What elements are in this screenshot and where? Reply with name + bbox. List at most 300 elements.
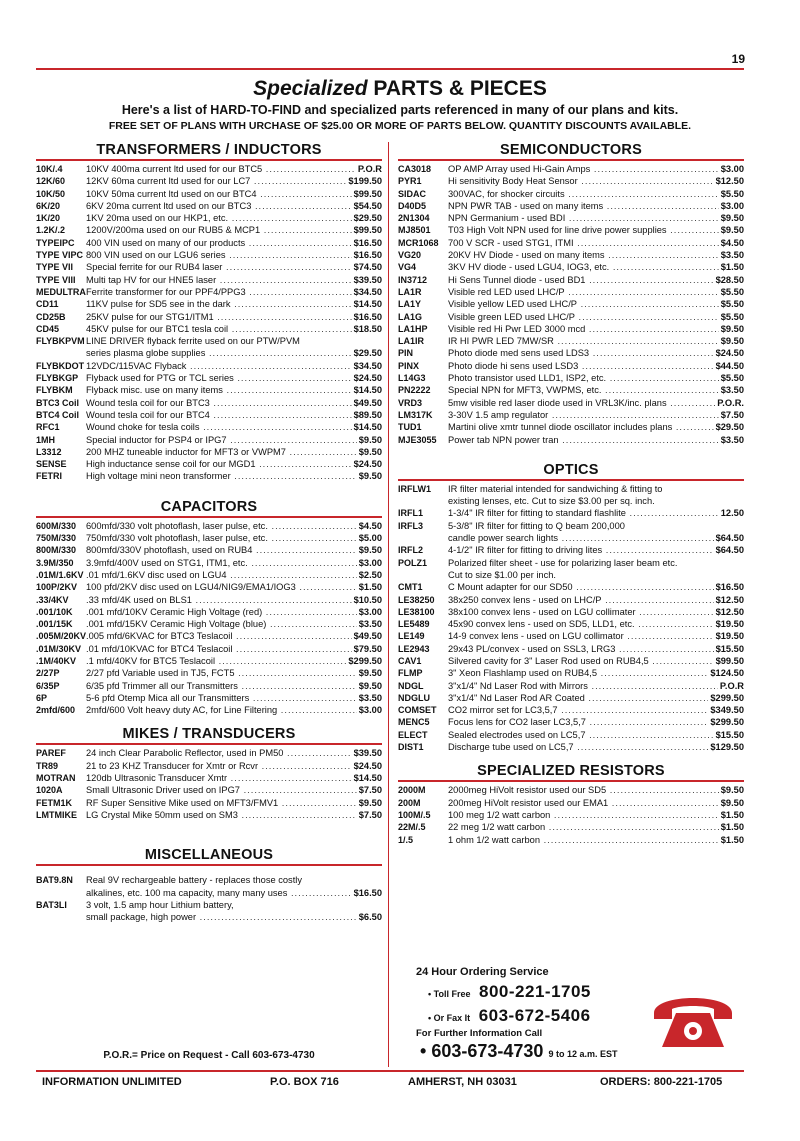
list-item xyxy=(398,434,744,446)
por-note: P.O.R.= Price on Request - Call 603-673-4730 xyxy=(103,1050,315,1061)
part-description: IR HI PWR LED 7MW/SR ..... xyxy=(448,335,719,347)
part-code: 2mfd/600 xyxy=(36,705,76,716)
optics-heading: OPTICS xyxy=(398,462,744,481)
part-code: CA3018 xyxy=(398,164,432,174)
part-description: 12KV 60ma current ltd used for our LC7 ..... xyxy=(86,175,346,187)
part-description: Martini olive xmtr tunnel diode oscillator includes plans ..... xyxy=(448,421,714,433)
list-item xyxy=(36,237,382,249)
list-item xyxy=(36,747,382,759)
part-price xyxy=(742,520,744,532)
part-code: CMT1 xyxy=(398,582,423,593)
optics-section xyxy=(398,462,744,754)
list-item xyxy=(36,409,382,421)
list-item xyxy=(36,384,382,396)
part-price: $14.50 xyxy=(353,422,382,433)
part-price: $24.50 xyxy=(353,459,382,470)
list-item xyxy=(398,569,744,581)
part-price: $29.50 xyxy=(353,348,382,359)
part-code xyxy=(398,532,448,544)
part-code: TYPEIPC xyxy=(36,237,75,248)
part-price: $3.00 xyxy=(720,164,744,174)
part-code: LA1Y xyxy=(398,299,422,310)
part-description: C Mount adapter for our SD50 ..... xyxy=(448,581,714,593)
part-price: $5.50 xyxy=(720,299,744,310)
capacitors-heading: CAPACITORS xyxy=(36,499,382,518)
part-description: .001 mfd/10KV Ceramic High Voltage (red) ..... xyxy=(86,606,357,618)
footer-company: INFORMATION UNLIMITED xyxy=(42,1076,182,1088)
part-description: Polarized filter sheet - use for polarizing laser beam etc. xyxy=(448,557,678,568)
part-price: $9.50 xyxy=(358,446,382,457)
part-code: PINX xyxy=(398,360,420,371)
part-code: 6K/20 xyxy=(36,200,61,211)
list-item xyxy=(398,335,744,347)
part-code: IRFL2 xyxy=(398,545,424,556)
part-description: Cut to size $1.00 per inch. xyxy=(448,569,557,580)
part-description: 2000meg HiVolt resistor used our SD5 ..... xyxy=(448,784,719,796)
part-price: $1.50 xyxy=(720,262,744,273)
part-code: 12K/60 xyxy=(36,176,66,187)
part-code: NDGL xyxy=(398,680,424,691)
part-description: 1KV 20ma used on our HKP1, etc. ..... xyxy=(86,212,352,224)
list-item xyxy=(36,581,382,593)
part-code: 1K/20 xyxy=(36,213,61,224)
part-price xyxy=(380,874,382,886)
part-code: 800M/330 xyxy=(36,545,77,556)
part-code: 1.2K/.2 xyxy=(36,225,66,236)
misc-section xyxy=(36,847,382,923)
part-price: P.O.R xyxy=(719,680,744,691)
part-description: Power tab NPN power tran ..... xyxy=(448,434,719,446)
part-description: 5-3/8" IR filter for fitting to Q beam 200,000 xyxy=(448,520,625,531)
part-code: LE2943 xyxy=(398,643,430,654)
part-description: LG Crystal Mike 50mm used on SM3 ..... xyxy=(86,809,357,821)
part-price: $28.50 xyxy=(715,274,744,285)
part-code: BTC3 Coil xyxy=(36,397,80,408)
list-item xyxy=(36,544,382,556)
part-code: TUD1 xyxy=(398,422,422,433)
part-code: RFC1 xyxy=(36,422,60,433)
call-line: • 603-673-4730 9 to 12 a.m. EST xyxy=(420,1041,618,1061)
part-code: LA1G xyxy=(398,311,423,322)
part-description: candle power search lights ..... xyxy=(448,532,714,544)
part-price: $19.50 xyxy=(715,631,744,642)
part-description: 3"x1/4" Nd Laser Rod AR Coated ..... xyxy=(448,692,708,704)
optics-list xyxy=(398,483,744,754)
part-description: 25KV pulse for our STG1/ITM1 ..... xyxy=(86,311,352,323)
part-description: small package, high power ..... xyxy=(86,911,357,923)
page-number: 19 xyxy=(731,52,745,66)
part-code: CD11 xyxy=(36,299,59,310)
toll-free-label: Toll Free xyxy=(433,989,471,999)
list-item xyxy=(36,887,382,899)
list-item xyxy=(398,274,744,286)
part-description: 20KV HV Diode - used on many items ..... xyxy=(448,249,719,261)
part-description: series plasma globe supplies ..... xyxy=(86,347,352,359)
fax-line: • Or Fax It 603-672-5406 xyxy=(428,1006,591,1025)
part-code: MJE3055 xyxy=(398,434,437,445)
list-item xyxy=(36,421,382,433)
list-item xyxy=(398,741,744,753)
part-description: T03 High Volt NPN used for line drive power supplies ..... xyxy=(448,224,719,236)
list-item xyxy=(36,667,382,679)
part-code: PAREF xyxy=(36,748,66,759)
semiconductors-section xyxy=(398,142,744,446)
list-item xyxy=(36,311,382,323)
part-description: 3KV HV diode - used LGU4, IOG3, etc. ..... xyxy=(448,261,719,273)
part-code: LE5489 xyxy=(398,619,430,630)
part-description: 700 V SCR - used STG1, ITMI ..... xyxy=(448,237,719,249)
part-description: 100 meg 1/2 watt carbon ..... xyxy=(448,809,719,821)
list-item xyxy=(36,911,382,923)
part-code: 2000M xyxy=(398,785,426,796)
part-price: $9.50 xyxy=(720,225,744,236)
part-description: 21 to 23 KHZ Transducer for Xmtr or Rcvr ..... xyxy=(86,760,352,772)
part-price: $16.50 xyxy=(715,582,744,593)
part-code: PIN xyxy=(398,348,414,359)
part-description: 300VAC, for shocker circuits ..... xyxy=(448,188,719,200)
part-price: $299.50 xyxy=(710,717,744,728)
list-item xyxy=(398,834,744,846)
part-description: alkalines, etc. 100 ma capacity, many many uses ..... xyxy=(86,887,352,899)
part-description: OP AMP Array used Hi-Gain Amps ..... xyxy=(448,163,719,175)
part-code: VRD3 xyxy=(398,397,423,408)
list-item xyxy=(398,544,744,556)
part-price: $44.50 xyxy=(715,360,744,371)
part-price: 12.50 xyxy=(720,508,744,519)
list-item xyxy=(398,372,744,384)
part-code: IRFL1 xyxy=(398,508,424,519)
part-code: 1MH xyxy=(36,434,56,445)
part-code: DIST1 xyxy=(398,742,424,753)
list-item xyxy=(36,809,382,821)
part-code: FETRI xyxy=(36,471,62,482)
resistors-section xyxy=(398,763,744,845)
part-description: 5mw visible red laser diode used in VRL3K/inc. plans ..... xyxy=(448,397,715,409)
fax-number[interactable]: 603-672-5406 xyxy=(478,1006,591,1025)
part-price: $34.50 xyxy=(353,360,382,371)
part-code xyxy=(36,887,86,899)
list-item xyxy=(398,224,744,236)
list-item xyxy=(398,594,744,606)
part-description: LINE DRIVER flyback ferrite used on our PTW/PVM xyxy=(86,336,300,347)
part-code: 2N1304 xyxy=(398,213,430,224)
part-code: FETM1K xyxy=(36,797,72,808)
left-column xyxy=(36,142,382,933)
list-item xyxy=(36,655,382,667)
part-code xyxy=(36,911,86,923)
list-item xyxy=(36,704,382,716)
part-price: $64.50 xyxy=(715,545,744,556)
part-price: $7.50 xyxy=(358,809,382,820)
part-description: Photo diode med sens used LDS3 ..... xyxy=(448,347,714,359)
part-code: FLYBKPVM xyxy=(36,336,85,347)
part-code: NDGLU xyxy=(398,692,430,703)
transformers-list xyxy=(36,163,382,483)
part-code: IN3712 xyxy=(398,274,428,285)
part-price: $5.50 xyxy=(720,286,744,297)
part-price: $16.50 xyxy=(353,237,382,248)
mikes-list xyxy=(36,747,382,821)
part-description: Silvered cavity for 3" Laser Rod used on RUB4,5 ..... xyxy=(448,655,714,667)
part-price xyxy=(380,899,382,911)
part-code: .1M/40KV xyxy=(36,655,77,666)
part-code: IRFLW1 xyxy=(398,483,431,494)
part-code: TYPE VIPC xyxy=(36,250,84,261)
list-item xyxy=(36,298,382,310)
part-price: $54.50 xyxy=(353,200,382,211)
part-price: $16.50 xyxy=(353,887,382,898)
part-code: 6P xyxy=(36,692,48,703)
part-code: FLYBKGP xyxy=(36,373,79,384)
part-description: 1 ohm 1/2 watt carbon ..... xyxy=(448,834,719,846)
part-price: $1.50 xyxy=(358,582,382,593)
part-description: High voltage mini neon transformer ..... xyxy=(86,470,357,482)
part-description: Wound tesla coil for our BTC3 ..... xyxy=(86,397,352,409)
call-hours: 9 to 12 a.m. EST xyxy=(548,1049,618,1059)
list-item xyxy=(36,630,382,642)
part-description: Ferrite transformer for our PPF4/PPG3 ..... xyxy=(86,286,352,298)
part-price: $9.50 xyxy=(358,545,382,556)
part-description: 14-9 convex lens - used on LGU collimator ..... xyxy=(448,630,714,642)
part-code: SIDAC xyxy=(398,188,427,199)
subtitle-offer: FREE SET OF PLANS WITH URCHASE OF $25.00 OR MORE OF PARTS BELOW. QUANTITY DISCOUNTS AVAILABLE. xyxy=(108,120,692,132)
part-code: ELECT xyxy=(398,729,428,740)
part-code: FLYBKM xyxy=(36,385,73,396)
list-item xyxy=(398,655,744,667)
list-item xyxy=(398,495,744,507)
list-item xyxy=(398,298,744,310)
call-number[interactable]: 603-673-4730 xyxy=(431,1041,544,1061)
part-price: P.O.R. xyxy=(717,397,744,408)
part-price xyxy=(380,335,382,347)
part-description: Real 9V rechargeable battery - replaces those costly xyxy=(86,875,303,886)
part-description: Visible yellow LED used LHC/P ..... xyxy=(448,298,719,310)
part-description: 11KV pulse for SD5 see in the dark ..... xyxy=(86,298,352,310)
part-description: Focus lens for CO2 laser LC3,5,7 ..... xyxy=(448,716,708,728)
part-code: VG20 xyxy=(398,250,422,261)
list-item xyxy=(36,397,382,409)
part-price: $4.50 xyxy=(720,237,744,248)
part-code: L14G3 xyxy=(398,373,426,384)
part-price: $5.00 xyxy=(358,533,382,544)
part-price: $12.50 xyxy=(715,606,744,617)
part-price: $3.50 xyxy=(720,434,744,445)
part-description: .001 mfd/15KV Ceramic High Voltage (blue) ..... xyxy=(86,618,357,630)
list-item xyxy=(36,372,382,384)
part-price: $79.50 xyxy=(353,643,382,654)
part-description: 38x250 convex lens - used on LHC/P ..... xyxy=(448,594,714,606)
part-price: $5.50 xyxy=(720,188,744,199)
part-price: $3.00 xyxy=(358,606,382,617)
part-price: $349.50 xyxy=(710,705,744,716)
transformers-section xyxy=(36,142,382,483)
part-code: 3.9M/350 xyxy=(36,557,74,568)
list-item xyxy=(36,680,382,692)
part-price: $24.50 xyxy=(715,348,744,359)
list-item xyxy=(398,163,744,175)
part-price: $18.50 xyxy=(353,323,382,334)
part-description: .005 mfd/6KVAC for BTC3 Teslacoil ..... xyxy=(86,630,352,642)
list-item xyxy=(398,667,744,679)
part-price: $15.50 xyxy=(715,729,744,740)
part-price: $9.50 xyxy=(720,336,744,347)
part-code: 6/35P xyxy=(36,680,60,691)
part-description: 120db Ultrasonic Transducer Xmtr ..... xyxy=(86,772,352,784)
part-price: $9.50 xyxy=(720,323,744,334)
column-divider xyxy=(388,142,389,1067)
part-price: $9.50 xyxy=(358,680,382,691)
semiconductors-list xyxy=(398,163,744,446)
part-description: NPN Germanium - used BDI ..... xyxy=(448,212,719,224)
list-item xyxy=(398,200,744,212)
list-item xyxy=(398,618,744,630)
list-item xyxy=(36,606,382,618)
part-description: Special ferrite for our RUB4 laser ..... xyxy=(86,261,352,273)
part-price: $3.00 xyxy=(358,705,382,716)
part-price: $7.50 xyxy=(358,785,382,796)
part-code: FLMP xyxy=(398,668,423,679)
part-code: MEDULTRA xyxy=(36,286,86,297)
list-item xyxy=(398,557,744,569)
part-code: VG4 xyxy=(398,262,417,273)
part-code: L3312 xyxy=(36,446,62,457)
part-description: 800mfd/330V photoflash, used on RUB4 ..... xyxy=(86,544,357,556)
part-description: 38x100 convex lens - used on LGU collimater ..... xyxy=(448,606,714,618)
part-price: $7.50 xyxy=(720,409,744,420)
footer-orders: ORDERS: 800-221-1705 xyxy=(600,1076,723,1088)
part-code: .33/4KV xyxy=(36,594,69,605)
list-item xyxy=(398,384,744,396)
list-item xyxy=(36,274,382,286)
list-item xyxy=(36,200,382,212)
misc-heading: MISCELLANEOUS xyxy=(36,847,382,866)
toll-free-number[interactable]: 800-221-1705 xyxy=(479,982,591,1001)
part-code: TYPE VII xyxy=(36,262,74,273)
part-code: BAT3LI xyxy=(36,899,67,910)
part-price: P.O.R xyxy=(357,164,382,174)
part-price: $74.50 xyxy=(353,262,382,273)
list-item xyxy=(398,692,744,704)
part-description: Hi Sens Tunnel diode - used BD1 ..... xyxy=(448,274,714,286)
part-price: $9.50 xyxy=(358,434,382,445)
part-code: CD25B xyxy=(36,311,66,322)
part-code: MCR1068 xyxy=(398,237,439,248)
part-code: 1020A xyxy=(36,785,63,796)
part-code: TYPE VIII xyxy=(36,274,76,285)
part-code: FLYBKDOT xyxy=(36,360,85,371)
resistors-list xyxy=(398,784,744,845)
list-item xyxy=(36,569,382,581)
part-code: .01M/1.6KV xyxy=(36,569,84,580)
part-price: $14.50 xyxy=(353,773,382,784)
part-code: 22M/.5 xyxy=(398,822,426,833)
part-description: 3.9mfd/400V used on STG1, ITM1, etc. ..... xyxy=(86,557,357,569)
part-code: LA1HP xyxy=(398,323,428,334)
part-description: Visible red Hi Pwr LED 3000 mcd ..... xyxy=(448,323,719,335)
part-price xyxy=(742,495,744,507)
list-item xyxy=(398,581,744,593)
part-price: $124.50 xyxy=(710,668,744,679)
list-item xyxy=(398,532,744,544)
list-item xyxy=(36,643,382,655)
part-description: 5-6 pfd Otemp Mica all our Transmitters ..... xyxy=(86,692,357,704)
part-price: $9.50 xyxy=(720,785,744,796)
part-code: LE149 xyxy=(398,631,425,642)
part-price: $2.50 xyxy=(358,569,382,580)
list-item xyxy=(36,692,382,704)
part-code: PN2222 xyxy=(398,385,431,396)
part-price: $10.50 xyxy=(353,594,382,605)
part-description: 100 pfd/2KV disc used on LGU4/NIG9/EMA1/IOG3 ..... xyxy=(86,581,357,593)
part-description: 4-1/2" IR filter for fitting to driving lites ..... xyxy=(448,544,714,556)
title-rest: PARTS & PIECES xyxy=(373,77,547,100)
list-item xyxy=(36,347,382,359)
part-description: Wound choke for tesla coils ..... xyxy=(86,421,352,433)
part-description: .33 mfd/4K used on BLS1 ..... xyxy=(86,594,352,606)
part-description: Hi sensitivity Body Heat Sensor ..... xyxy=(448,175,714,187)
part-price: $12.50 xyxy=(715,594,744,605)
part-price: $99.50 xyxy=(353,188,382,199)
part-description: 45KV pulse for our BTC1 tesla coil ..... xyxy=(86,323,352,335)
part-code xyxy=(398,495,448,507)
part-description: Discharge tube used on LC5,7 ..... xyxy=(448,741,708,753)
part-price: $99.50 xyxy=(353,225,382,236)
part-description: 6KV 20ma current ltd used on our BTC3 ..... xyxy=(86,200,352,212)
part-price: $3.00 xyxy=(358,557,382,568)
part-price xyxy=(742,569,744,581)
list-item xyxy=(36,335,382,347)
footer xyxy=(42,1076,742,1092)
list-item xyxy=(36,323,382,335)
part-price: $64.50 xyxy=(715,533,744,544)
part-description: 600mfd/330 volt photoflash, laser pulse, etc. ..... xyxy=(86,520,357,532)
part-price: $129.50 xyxy=(710,742,744,753)
part-description: Sealed electrodes used on LC5,7 ..... xyxy=(448,729,714,741)
part-price: $49.50 xyxy=(353,631,382,642)
part-description: 750mfd/330 volt photoflash, laser pulse, etc. ..... xyxy=(86,532,357,544)
part-description: Special inductor for PSP4 or IPG7 ..... xyxy=(86,434,357,446)
list-item xyxy=(398,397,744,409)
footer-city: AMHERST, NH 03031 xyxy=(408,1076,517,1088)
part-price: $29.50 xyxy=(715,422,744,433)
list-item xyxy=(398,347,744,359)
part-description: .1 mfd/40KV for BTC5 Teslacoil ..... xyxy=(86,655,346,667)
part-code: LE38250 xyxy=(398,594,435,605)
part-description: .01 mfd/10KVAC for BTC4 Teslacoil ..... xyxy=(86,643,352,655)
capacitors-section xyxy=(36,499,382,717)
part-price: $12.50 xyxy=(715,176,744,187)
part-price: $9.50 xyxy=(720,797,744,808)
part-code: TR89 xyxy=(36,760,59,771)
list-item xyxy=(398,809,744,821)
list-item xyxy=(398,606,744,618)
part-price: $9.50 xyxy=(358,668,382,679)
part-code: CD45 xyxy=(36,323,60,334)
part-description: 2/27 pfd Variable used in TJ5, FCT5 ..... xyxy=(86,667,357,679)
part-code: .001/10K xyxy=(36,606,73,617)
semiconductors-heading: SEMICONDUCTORS xyxy=(398,142,744,161)
list-item xyxy=(36,520,382,532)
part-code: BAT9.8N xyxy=(36,875,73,886)
part-code: LM317K xyxy=(398,409,433,420)
part-price: $99.50 xyxy=(715,655,744,666)
list-item xyxy=(36,618,382,630)
part-description: Photo diode hi sens used LSD3 ..... xyxy=(448,360,714,372)
part-price: $299.50 xyxy=(348,655,382,666)
part-description: RF Super Sensitive Mike used on MFT3/FMV1 ..... xyxy=(86,797,357,809)
part-code: 600M/330 xyxy=(36,520,77,531)
mikes-heading: MIKES / TRANSDUCERS xyxy=(36,726,382,745)
